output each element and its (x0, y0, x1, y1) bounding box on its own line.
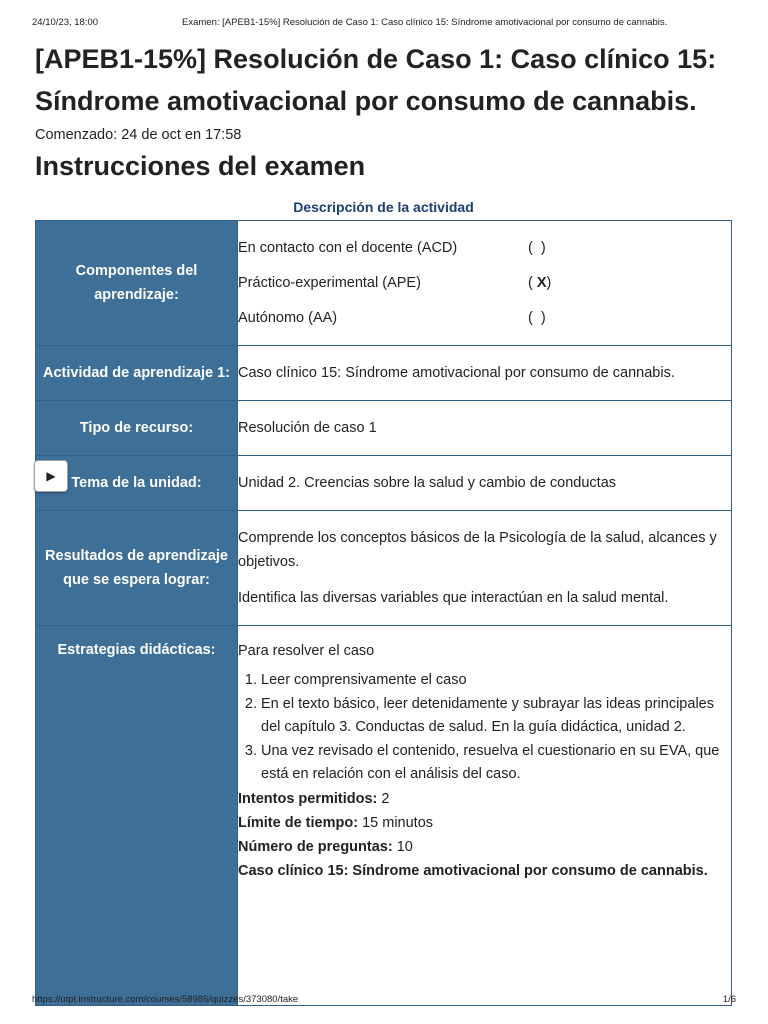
list-item: 1. Leer comprensivamente el caso (261, 669, 731, 693)
unit-topic-value: Unidad 2. Creencias sobre la salud y cambio de conductas (238, 456, 732, 511)
unit-topic-label: Tema de la unidad: (36, 456, 238, 511)
strategies-value (238, 626, 732, 1006)
print-title: Examen: [APEB1-15%] Resolución de Caso 1: Caso clínico 15: Síndrome amotivacional por consumo de cannabis. (182, 17, 668, 28)
row-unit-topic (36, 456, 732, 511)
component-label: Práctico-experimental (APE) (238, 275, 421, 291)
row-learning-activity (36, 346, 732, 401)
time-limit: Límite de tiempo: 15 minutos (238, 814, 434, 831)
outcome-item: Comprende los conceptos básicos de la Psicología de la salud, alcances y objetivos. (238, 530, 717, 570)
component-label: Autónomo (AA) (238, 310, 338, 326)
component-item (238, 266, 731, 301)
component-label: En contacto con el docente (ACD) (238, 240, 458, 256)
page-url: https://utpl.instructure.com/courses/58986/quizzes/373080/take (32, 994, 299, 1005)
component-mark: ( ) (528, 240, 546, 256)
components-value (238, 221, 732, 346)
learning-activity-label: Actividad de aprendizaje 1: (36, 346, 238, 401)
outcome-item: Identifica las diversas variables que interactúan en la salud mental. (238, 590, 669, 606)
case-title: Caso clínico 15: Síndrome amotivacional por consumo de cannabis. (238, 862, 708, 879)
component-item (238, 231, 731, 266)
resource-type-value: Resolución de caso 1 (238, 401, 732, 456)
attempts-allowed: Intentos permitidos: 2 (238, 790, 390, 807)
list-item: 2. En el texto básico, leer detenidamente y subrayar las ideas principales del capítulo 3. Conductas de salud. En la guía didáctica, unidad 2. (261, 693, 731, 740)
question-count: Número de preguntas: 10 (238, 838, 413, 855)
table-caption: Descripción de la actividad (293, 199, 474, 215)
resource-type-label: Tipo de recurso: (36, 401, 238, 456)
list-item: 3. Una vez revisado el contenido, resuelva el cuestionario en su EVA, que está en relación con el análisis del caso. (261, 740, 731, 787)
page-title: [APEB1-15%] Resolución de Caso 1: Caso clínico 15: Síndrome amotivacional por consumo de cannabis. (35, 44, 717, 116)
strategies-label: Estrategias didácticas: (36, 626, 238, 1006)
strategies-steps (238, 669, 731, 787)
component-mark: ( X) (528, 275, 552, 291)
activity-table (35, 220, 732, 1006)
strategies-intro: Para resolver el caso (238, 643, 375, 659)
play-icon: ▶ (46, 469, 56, 483)
page-number: 1/6 (722, 994, 736, 1005)
print-header (32, 17, 736, 31)
started-timestamp: Comenzado: 24 de oct en 17:58 (35, 127, 242, 143)
component-mark: ( ) (528, 310, 546, 326)
outcomes-label: Resultados de aprendizaje que se espera lograr: (36, 511, 238, 626)
print-datetime: 24/10/23, 18:00 (32, 17, 99, 28)
row-strategies (36, 626, 732, 1006)
row-resource-type (36, 401, 732, 456)
outcomes-value (238, 511, 732, 626)
play-button[interactable] (34, 460, 68, 492)
row-outcomes (36, 511, 732, 626)
row-components (36, 221, 732, 346)
learning-activity-value: Caso clínico 15: Síndrome amotivacional por consumo de cannabis. (238, 346, 732, 401)
instructions-heading: Instrucciones del examen (35, 151, 366, 181)
component-item (238, 301, 731, 336)
components-label: Componentes del aprendizaje: (36, 221, 238, 346)
